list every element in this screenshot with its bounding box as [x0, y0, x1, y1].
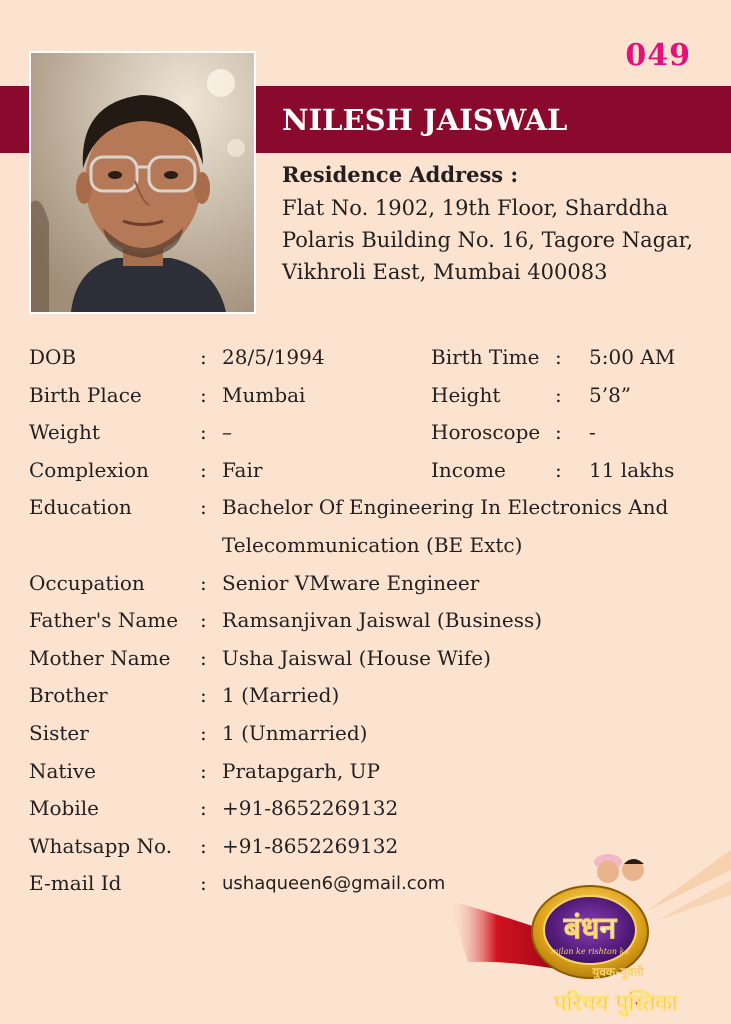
height-value: 5’8” — [589, 382, 632, 407]
height-label: Height — [431, 382, 501, 407]
complexion-label: Complexion — [29, 457, 149, 482]
detail-row-mobile — [29, 790, 709, 828]
profile-photo — [29, 51, 256, 314]
occupation-value: Senior VMware Engineer — [222, 570, 480, 595]
whatsapp-label: Whatsapp No. — [29, 833, 173, 858]
separator: : — [555, 345, 562, 369]
logo-tagline: milan ke rishton ka — [550, 947, 630, 956]
separator: : — [200, 495, 207, 520]
bandhan-logo — [448, 850, 731, 1024]
separator: : — [200, 570, 207, 595]
separator: : — [555, 457, 562, 482]
brother-label: Brother — [29, 683, 108, 708]
separator: : — [200, 608, 207, 633]
dob-label: DOB — [29, 345, 77, 369]
weight-label: Weight — [29, 420, 100, 445]
logo-bottom-text: परिचय पुस्तिका — [554, 991, 678, 1016]
income-value: 11 lakhs — [589, 457, 675, 482]
details-table — [29, 339, 709, 903]
occupation-label: Occupation — [29, 570, 145, 595]
detail-row-birth-place — [29, 377, 709, 415]
dob-value: 28/5/1994 — [222, 345, 325, 369]
whatsapp-value: +91-8652269132 — [222, 833, 399, 858]
separator: : — [200, 720, 207, 745]
separator: : — [200, 457, 207, 482]
horoscope-label: Horoscope — [431, 420, 541, 445]
complexion-value: Fair — [222, 457, 263, 482]
logo-subtitle: युवक-युवती — [592, 965, 644, 979]
brother-value: 1 (Married) — [222, 683, 340, 708]
detail-row-mother — [29, 640, 709, 678]
father-name-label: Father's Name — [29, 608, 179, 633]
mobile-value: +91-8652269132 — [222, 796, 399, 821]
logo-title: बंधन — [563, 911, 617, 946]
birth-time-label: Birth Time — [431, 345, 540, 369]
detail-row-sister — [29, 715, 709, 753]
detail-row-complexion — [29, 452, 709, 490]
separator: : — [200, 871, 207, 896]
separator: : — [555, 420, 562, 445]
birth-place-label: Birth Place — [29, 382, 142, 407]
education-value: Bachelor Of Engineering In Electronics And Telecommunication (BE Extc) — [222, 495, 669, 557]
birth-place-value: Mumbai — [222, 382, 306, 407]
mobile-label: Mobile — [29, 796, 99, 821]
residence-address — [282, 192, 693, 288]
separator: : — [200, 796, 207, 821]
birth-time-value: 5:00 AM — [589, 345, 676, 369]
sister-value: 1 (Unmarried) — [222, 720, 368, 745]
address-line: Vikhroli East, Mumbai 400083 — [282, 260, 608, 284]
candidate-name: NILESH JAISWAL — [282, 103, 568, 137]
detail-row-dob — [29, 339, 709, 377]
profile-number: 049 — [625, 38, 691, 73]
detail-row-education — [29, 489, 709, 564]
horoscope-value: - — [589, 420, 596, 445]
separator: : — [200, 645, 207, 670]
separator: : — [200, 758, 207, 783]
income-label: Income — [431, 457, 506, 482]
separator: : — [200, 420, 207, 445]
sister-label: Sister — [29, 720, 89, 745]
detail-row-weight — [29, 414, 709, 452]
native-value: Pratapgarh, UP — [222, 758, 380, 783]
address-line: Flat No. 1902, 19th Floor, Sharddha — [282, 196, 669, 220]
detail-row-father — [29, 602, 709, 640]
detail-row-native — [29, 753, 709, 791]
mother-name-value: Usha Jaiswal (House Wife) — [222, 645, 491, 670]
residence-address-label: Residence Address : — [282, 162, 519, 187]
address-line: Polaris Building No. 16, Tagore Nagar, — [282, 228, 694, 252]
separator: : — [200, 833, 207, 858]
native-label: Native — [29, 758, 96, 783]
mother-name-label: Mother Name — [29, 645, 171, 670]
separator: : — [200, 382, 207, 407]
email-label: E-mail Id — [29, 871, 122, 896]
email-value: ushaqueen6@gmail.com — [222, 873, 446, 895]
separator: : — [200, 683, 207, 708]
separator: : — [200, 345, 207, 369]
weight-value: – — [222, 420, 232, 445]
education-label: Education — [29, 495, 132, 520]
detail-row-brother — [29, 677, 709, 715]
detail-row-occupation — [29, 565, 709, 603]
separator: : — [555, 382, 562, 407]
father-name-value: Ramsanjivan Jaiswal (Business) — [222, 608, 543, 633]
